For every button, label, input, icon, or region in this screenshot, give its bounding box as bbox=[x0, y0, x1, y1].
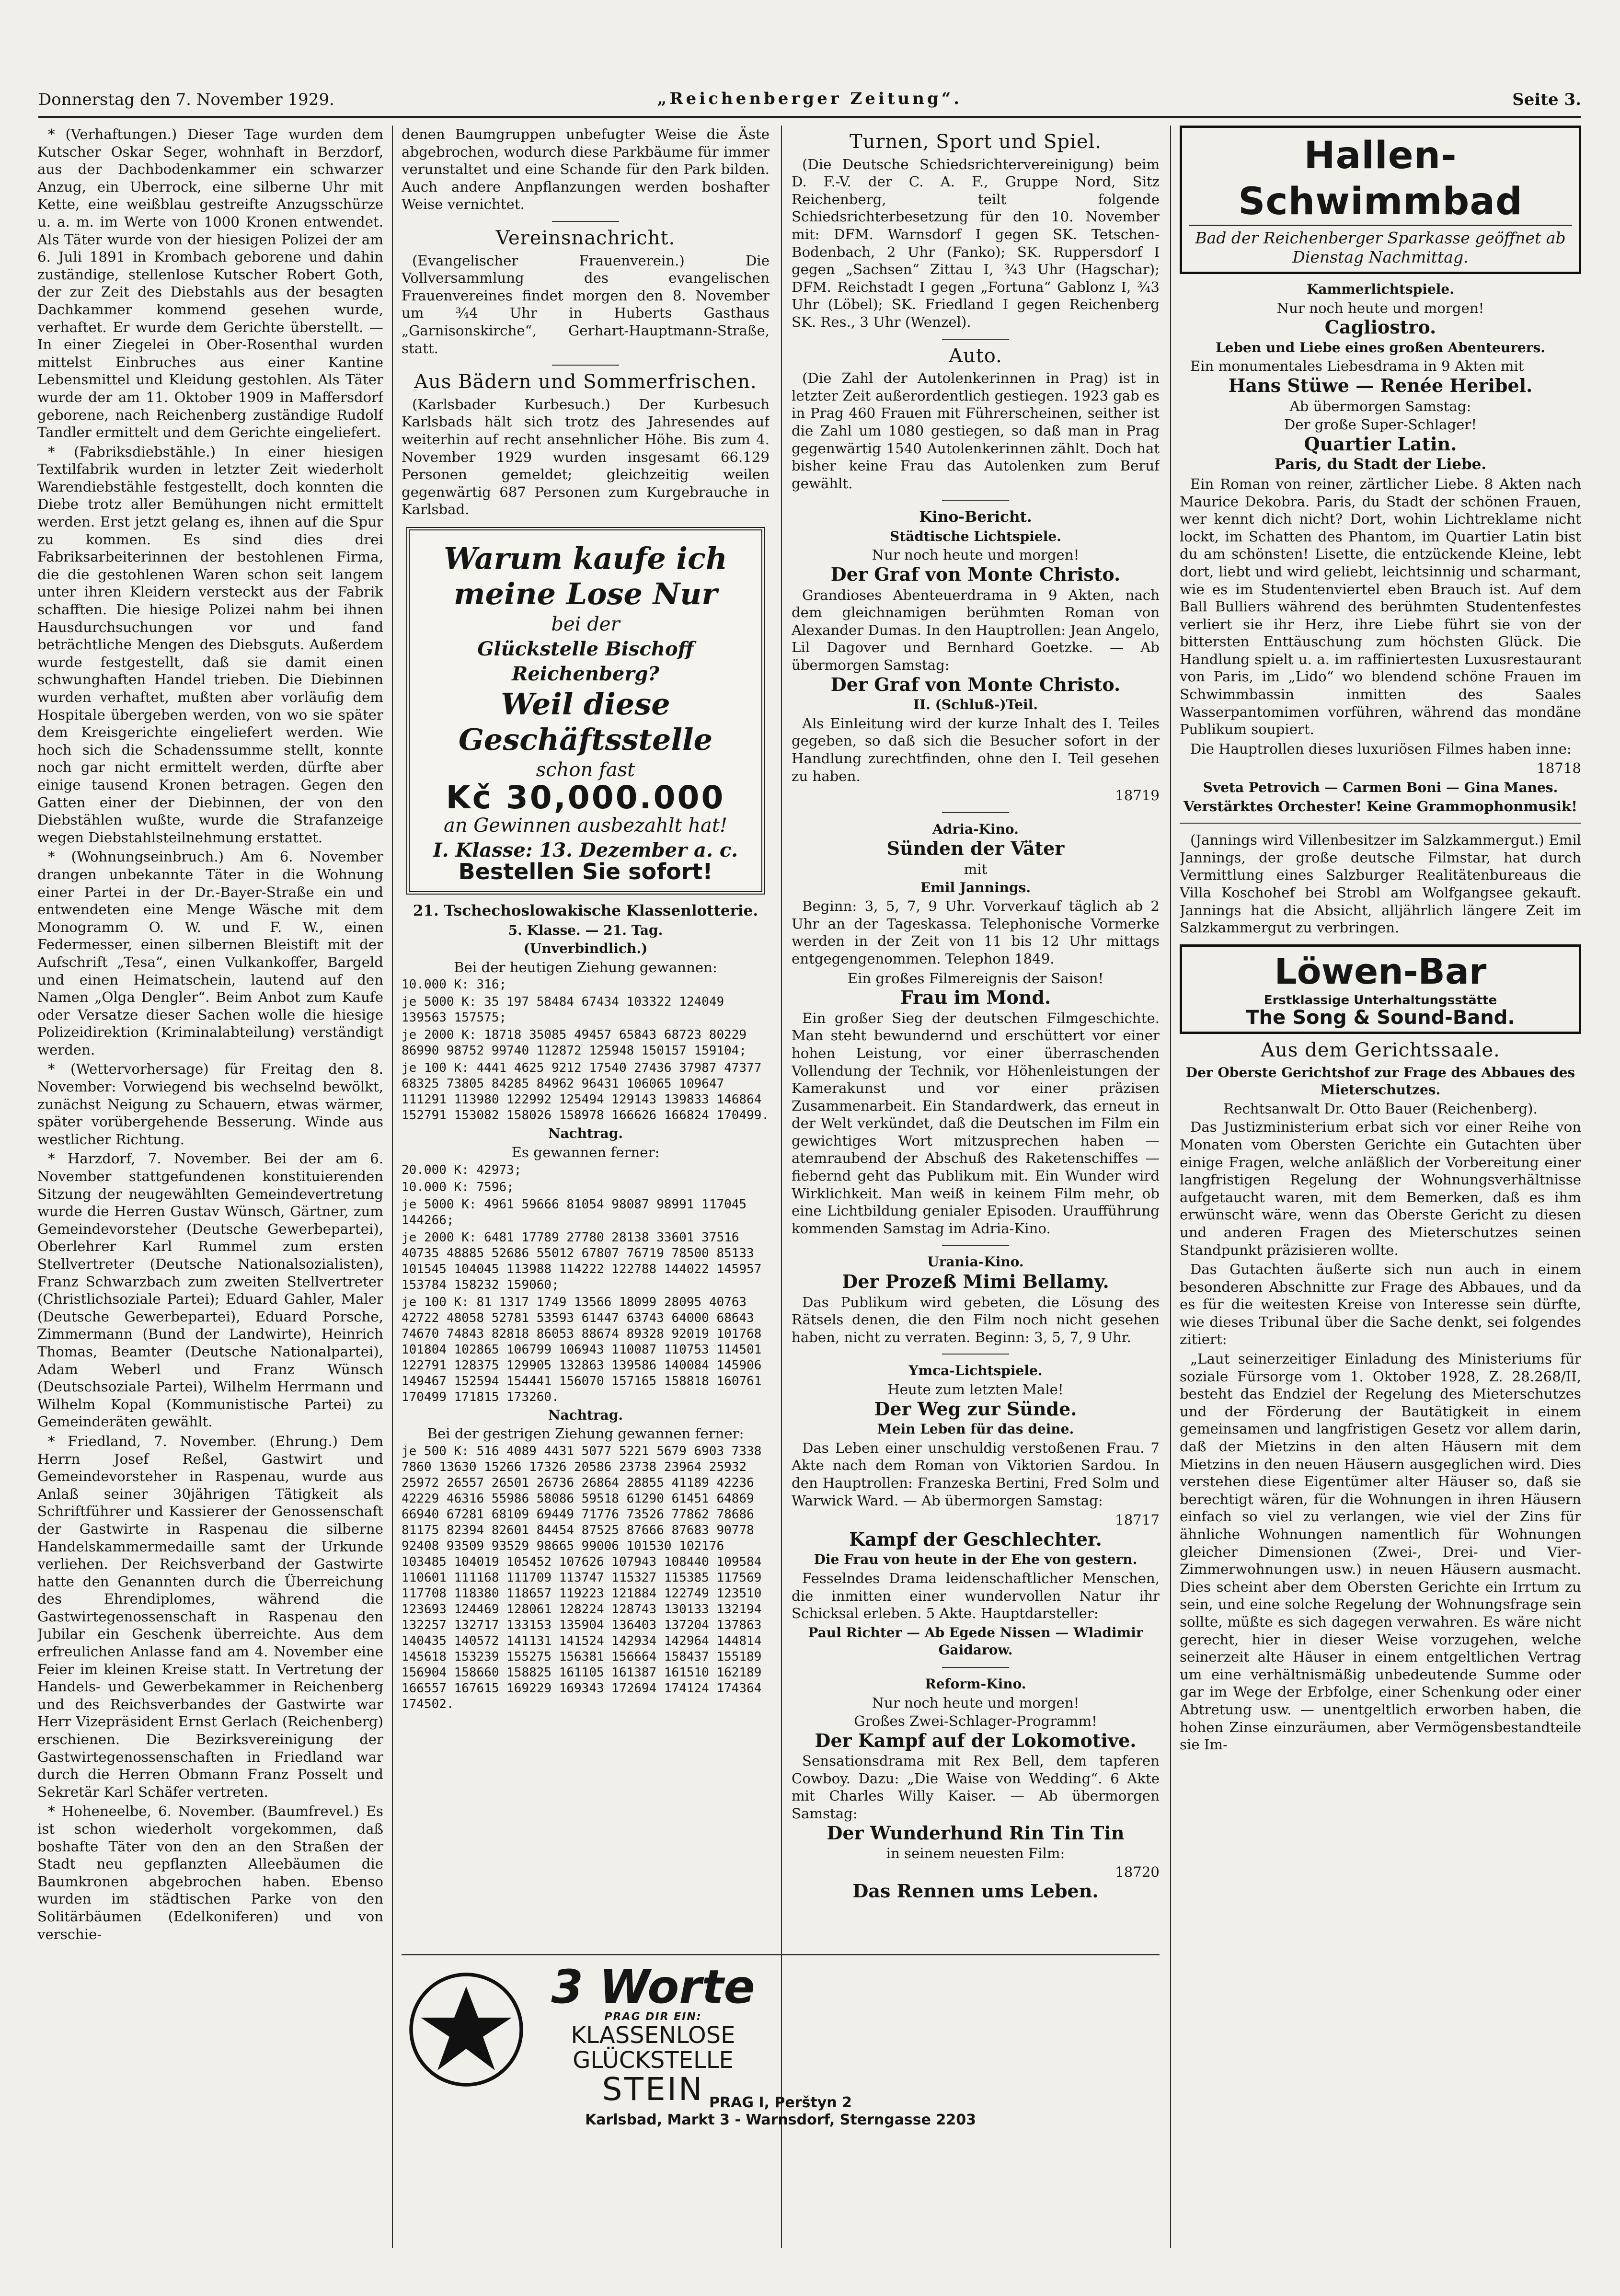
column-rule bbox=[392, 126, 393, 2248]
lottery-line: je 5000 K: 35 197 58484 67434 103322 124049 139563 157575; bbox=[402, 995, 724, 1025]
subheading: 5. Klasse. — 21. Tag. bbox=[508, 922, 663, 938]
article-paragraph: (Die Deutsche Schiedsrichtervereinigung) beim D. F.-V. der C. A. F., Gruppe Nord, Sitz Reichenberg, teilt folgende Schiedsrichterbesetzung für den 10. November mit: DFM. Warnsdorf I gegen SK. Tetschen-Bodenbach, 2 Uhr (Fanko); SK. Ruppersdorf I gegen „Sachsen“ Zittau I, ¾3 Uhr (Hagschar); DFM. Reichstadt I gegen „Fortuna“ Gablonz I, ¾3 Uhr (Löbel); SK. Friedland I gegen Reichenberg SK. Res., 3 Uhr (Wenzel). bbox=[792, 156, 1160, 330]
separator bbox=[942, 1354, 1009, 1355]
column-rule bbox=[1170, 126, 1171, 2248]
cinema-note: Großes Zwei-Schlager-Programm! bbox=[854, 1713, 1097, 1730]
article-paragraph: Sensationsdrama mit Rex Bell, dem tapferen Cowboy. Dazu: „Die Waise von Wedding“. 6 Akte mit Charles Willy Kaiser. — Ab übermorgen Samstag: bbox=[792, 1753, 1160, 1822]
page-number: Seite 3. bbox=[1512, 90, 1581, 109]
swimming-pool-advertisement bbox=[1180, 126, 1581, 274]
newspaper-title: „Reichenberger Zeitung“. bbox=[657, 89, 963, 108]
film-title: Der Weg zur Sünde. bbox=[874, 1398, 1077, 1420]
section-heading: Vereinsnachricht. bbox=[495, 227, 676, 249]
article-paragraph: * (Verhaftungen.) Dieser Tage wurden dem Kutscher Oskar Seger, wohnhaft in Berzdorf, aus der Dachbodenkammer ein schwarzer Anzug, ein Uberrock, eine silberne Uhr mit Kette, eine weißblau gestreifte Anzugsschürze u. a. m. im Werte von 1000 Kronen entwendet. Als Täter wurde von der hiesigen Polizei der am 6. Juli 1891 in Krombach geborene und dahin zuständige, stellenlose Kutscher Robert Goth, der zur Zeit des Diebstahls aus der besagten Dachkammer kommend gesehen wurde, verhaftet. Er wurde dem Gerichte überstellt. — In einer Ziegelei in Ober-Rosenthal wurden mittelst Einbruches aus einer Kantine Lebensmittel und Kleidung gestohlen. Als Täter wurde der am 11. Oktober 1909 in Maffersdorf geborene, nach Reichenberg zuständige Rudolf Tandler ermittelt und dem Gerichte eingeliefert. bbox=[37, 126, 383, 441]
lottery-numbers bbox=[402, 977, 770, 1124]
film-cast: Paul Richter — Ab Egede Nissen — Wladimir Gaidarow. bbox=[808, 1624, 1143, 1658]
film-title: Der Prozeß Mimi Bellamy. bbox=[842, 1271, 1109, 1293]
cinema-name: Städtische Lichtspiele. bbox=[890, 528, 1061, 544]
reference-number: 18718 bbox=[1537, 760, 1581, 777]
section-heading: Auto. bbox=[949, 344, 1002, 367]
cinema-note: in seinem neuesten Film: bbox=[886, 1845, 1065, 1862]
separator bbox=[552, 221, 619, 222]
film-title: Frau im Mond. bbox=[900, 987, 1051, 1009]
lottery-intro: Es gewannen ferner: bbox=[511, 1144, 660, 1161]
ad-worte-area bbox=[402, 1954, 1160, 2222]
lottery-intro: Bei der gestrigen Ziehung gewannen ferner: bbox=[427, 1425, 744, 1442]
cinema-note: Nur noch heute und morgen! bbox=[872, 1694, 1080, 1711]
article-paragraph: * Harzdorf, 7. November. Bei der am 6. November stattgefundenen konstituierenden Sitzung der neugewählten Gemeindevertretung wurde die Herren Gustav Wünsch, Gärtner, zum Gemeindevorsteher (Deutsche Gewerbepartei), Oberlehrer Karl Rummel zum ersten Stellvertreter (Deutsche Nationalsozialisten), Franz Schwarzbach zum zweiten Stellvertreter (Christlichsoziale Partei); Eduard Gahler, Maler (Deutsche Gewerbepartei), Eduard Porsche, Zimmermann (Bund der Landwirte), Heinrich Thomas, Beamter (Deutsche Nationalpartei), Adam Weberl und Franz Wünsch (Deutschsoziale Partei), Wilhelm Herrmann und Wilhelm Kopal (Kommunistische Partei) zu Gemeinderäten gewählt. bbox=[37, 1150, 383, 1430]
article-paragraph: * Hoheneelbe, 6. November. (Baumfrevel.) Es ist schon wiederholt vorgekommen, daß boshafte Täter von den an den Straßen der Stadt neu gepflanzten Alleebäumen die Baumkronen abgebrochen haben. Ebenso wurden im städtischen Parke von den Solitärbäumen (Edelkoniferen) und von verschie- bbox=[37, 1803, 383, 1942]
column-2 bbox=[402, 126, 770, 2248]
column-3 bbox=[792, 126, 1160, 2248]
cinema-note: Verstärktes Orchester! Keine Grammophonmusik! bbox=[1183, 798, 1577, 815]
address-line: Karlsbad, Markt 3 - Warnsdorf, Sterngasse 2203 bbox=[585, 2112, 976, 2128]
article-paragraph: Beginn: 3, 5, 7, 9 Uhr. Vorverkauf täglich ab 2 Uhr an der Tageskassa. Telephonische Vormerke werden in der Zeit von 11 bis 12 Uhr mittags entgegengenommen. Telephon 1849. bbox=[792, 898, 1160, 967]
reference-number: 18719 bbox=[1115, 787, 1160, 804]
subheading: II. (Schluß-)Teil. bbox=[913, 697, 1038, 713]
article-paragraph: * (Fabriksdiebstähle.) In einer hiesigen Textilfabrik wurden in letzter Zeit wiederholt Warendiebstähle festgestellt, doch konnten die Diebe trotz aller Bemühungen nicht ermittelt werden. Erst jetzt gelang es, ihnen auf die Spur zu kommen. Es sind dies drei Fabriksarbeiterinnen der bestohlenen Firma, die die gestohlenen Waren schon seit langem unter ihren Kleidern versteckt aus der Fabrik schafften. Die hiesige Polizei nahm bei ihnen Hausdurchsuchungen vor und fand beträchtliche Mengen des Diebsguts. Außerdem wurde festgestellt, daß sie damit einen schwunghaften Handel trieben. Die Diebinnen wurden verhaftet, mußten aber vorläufig dem Hospitale übergeben werden, von wo sie später dem Kreisgerichte eingeliefert werden. Wie hoch sich die Schadenssumme stellt, konnte noch gar nicht ermittelt werden, dürfte aber einige tausend Kronen betragen. Gegen den Gatten einer der Diebinnen, der von den Diebstählen wußte, wurde die Strafanzeige wegen Diebstahlsteilnehmung erstattet. bbox=[37, 443, 383, 846]
ad-line: bei der bbox=[551, 613, 620, 635]
separator bbox=[942, 339, 1009, 340]
lottery-line: je 100 K: 4441 4625 9212 17540 27436 37987 47377 68325 73805 84285 84962 96431 106065 109647 111291 113980 122992 125494 129143 139833 146864 152791 153082 158026 158978 166626 166824 170499. bbox=[402, 1061, 770, 1123]
article-paragraph: Ein großer Sieg der deutschen Filmgeschichte. Man steht bewundernd und erschüttert vor einer hohen Leistung, vor einer überraschenden Vollendung der Technik, vor Höhenleistungen der Kamerakunst und vor einer präzisen Zusammenarbeit. Ein Standardwerk, das erneut in der Welt verkündet, daß die Deutschen im Film ein gewichtiges Wort mitzusprechen haben — atemraubend der Abschuß des Raketenschiffes — fiebernd geht das Publikum mit. Ein Wunder wird Wirklichkeit. Man weiß in keinem Film mehr, ob eine Lichtbildung genialer Episoden. Uraufführung kommenden Samstag im Adria-Kino. bbox=[792, 1010, 1160, 1237]
section-heading: Kino-Bericht. bbox=[919, 508, 1032, 526]
article-paragraph: (Karlsbader Kurbesuch.) Der Kurbesuch Karlsbads hält sich trotz des Jahresendes auf weiterhin auf recht ansehnlicher Höhe. Bis zum 4. November 1929 wurden insgesamt 66.129 Personen gemeldet; gleichzeitig weilen gegenwärtig 687 Personen zum Kurgebrauche in Karlsbad. bbox=[402, 396, 770, 518]
ad-subtitle: The Song & Sound-Band. bbox=[1246, 1007, 1515, 1029]
lottery-numbers bbox=[402, 1162, 770, 1405]
lottery-line: je 2000 K: 6481 17789 27780 28138 33601 37516 40735 48885 52686 55012 67807 76719 78500 85133 101545 104045 113988 114222 122788 144022 145957 153784 158232 159060; bbox=[402, 1230, 762, 1292]
film-title: Der Graf von Monte Christo. bbox=[830, 563, 1121, 585]
column-4 bbox=[1180, 126, 1581, 2248]
article-paragraph: denen Baumgruppen unbefugter Weise die Äste abgebrochen, wodurch diese Parkbäume für immer verunstaltet und eine Schande für den Park bilden. Auch andere Anpflanzungen werden boshafter Weise vernichtet. bbox=[402, 126, 770, 213]
cinema-note: Ein großes Filmereignis der Saison! bbox=[847, 970, 1104, 987]
ad-line: Glückstelle Bischoff Reichenberg? bbox=[477, 637, 694, 685]
lottery-line: 10.000 K: 7596; bbox=[402, 1180, 514, 1194]
film-title: Cagliostro. bbox=[1324, 316, 1436, 338]
cinema-name: Reform-Kino. bbox=[925, 1676, 1026, 1692]
ad-line: Bestellen Sie sofort! bbox=[458, 859, 713, 885]
ad-line: schon fast bbox=[536, 758, 635, 781]
brand-line: GLÜCKSTELLE bbox=[573, 2047, 734, 2074]
article-paragraph: Ein monumentales Liebesdrama in 9 Akten mit bbox=[1190, 358, 1524, 375]
article-paragraph: * (Wettervorhersage) für Freitag den 8. November: Vorwiegend bis wechselnd bewölkt, zunächst Neigung zu Schauern, etwas wärmer, später vorübergehende Besserung. Winde aus westlicher Richtung. bbox=[37, 1061, 383, 1148]
cinema-note: Nur noch heute und morgen! bbox=[872, 547, 1080, 563]
subheading: (Unverbindlich.) bbox=[523, 941, 648, 957]
subheading: Nachtrag. bbox=[548, 1407, 623, 1423]
subheading: Der Oberste Gerichtshof zur Frage des Abbaues des Mieterschutzes. bbox=[1185, 1064, 1575, 1098]
separator bbox=[942, 1245, 1009, 1246]
article-paragraph: * Friedland, 7. November. (Ehrung.) Dem Herrn Josef Reßel, Gastwirt und Gemeindevorsteher in Raspenau, wurde aus Anlaß seiner 30jährigen Tätigkeit als Schriftführer und Kassierer der Genossenschaft der Gastwirte in Raspenau die silberne Handelskammermedaille samt der Urkunde verliehen. Der Reichsverband der Gastwirte hatte den Genannten durch die Überreichung des Ehrendiplomes, während die Gastwirtegenossenschaft in Raspenau den Jubilar ein Geschenk überreichte. Aus dem erfreulichen Anlasse fand am 4. November eine Feier im kleinen Kreise statt. In Vertretung der Handels- und Gewerbekammer in Reichenberg und des Reichsverbandes der Gastwirte war Herr Vizepräsident Ernst Gerlach (Reichenberg) erschienen. Die Bezirksvereinigung der Gastwirtegenossenschaften in Friedland war durch die Herren Obmann Franz Posselt und Sekretär Karl Schäfer vertreten. bbox=[37, 1433, 383, 1800]
film-title: Kampf der Geschlechter. bbox=[849, 1528, 1102, 1550]
separator bbox=[552, 365, 619, 366]
cinema-note: Nur noch heute und morgen! bbox=[1276, 299, 1484, 316]
film-title: Das Rennen ums Leben. bbox=[852, 1880, 1099, 1902]
ad-address bbox=[402, 2094, 1160, 2129]
section-heading: Aus dem Gerichtssaale. bbox=[1261, 1039, 1500, 1061]
cinema-name: Adria-Kino. bbox=[932, 821, 1019, 837]
masthead bbox=[38, 87, 1581, 118]
ad-subtitle: Erstklassige Unterhaltungsstätte bbox=[1264, 993, 1497, 1008]
film-star: Emil Jannings. bbox=[920, 879, 1031, 895]
brand-line: STEIN bbox=[602, 2071, 704, 2108]
cinema-note: Der große Super-Schlager! bbox=[1284, 416, 1477, 433]
lottery-advertisement bbox=[406, 527, 765, 895]
article-paragraph: Die Hauptrollen dieses luxuriösen Filmes haben inne: bbox=[1190, 740, 1572, 757]
ad-line: Warum kaufe ich meine Lose Nur bbox=[444, 540, 727, 611]
film-cast: Sveta Petrovich — Carmen Boni — Gina Manes. bbox=[1203, 780, 1558, 796]
cinema-note: mit bbox=[964, 861, 988, 877]
article-paragraph: (Jannings wird Villenbesitzer im Salzkammergut.) Emil Jannings, der große deutsche Filmstar, hat durch Vermittlung eines Salzburger Realitätenbureaus die Villa Koschohef bei Strobl am Wolfgangsee gekauft. Jannings hat die Absicht, alljährlich längere Zeit im Salzkammergut zu verbringen. bbox=[1180, 832, 1581, 936]
ad-brand bbox=[540, 1960, 766, 2108]
subheading: Mein Leben für das deine. bbox=[877, 1421, 1074, 1437]
film-title: Der Wunderhund Rin Tin Tin bbox=[827, 1822, 1125, 1844]
section-heading: Turnen, Sport und Spiel. bbox=[849, 131, 1102, 153]
lottery-line: 10.000 K: 316; bbox=[402, 977, 507, 992]
column-rule bbox=[781, 126, 782, 2248]
lottery-intro: Bei der heutigen Ziehung gewannen: bbox=[454, 959, 717, 976]
article-paragraph: „Laut seinerzeitiger Einladung des Ministeriums für soziale Fürsorge vom 1. Oktober 1928, Z. 28.268/II, besteht das Endziel der Regelung des Mieterschutzes und der Förderung der Bautätigkeit in einem gemeinsamen und langfristigen Gesetz vor allem darin, daß der Mietzins in den alten Häusern mit dem Mietzins in den neuen Häusern ausgeglichen wird. Dies verstehen diese Eigentümer alter Häuser so, daß sie berechtigt wären, für die Wohnungen in ihren Häusern einfach so viel zu verlangen, wie viel der Zins für ähnliche Wohnungen namentlich für Wohnungen gleicher Dimensionen (Zwei-, Drei- und Vier-Zimmerwohnungen usw.) in neuen Häusern ausmacht. Dies scheint aber dem Obersten Gerichte ein Irrtum zu sein, und eine solche Regelung der Wohnungsfrage sein sollte, müßte es sich dagegen verwahren. Es wäre nicht gerecht, hier in dieser Weise vorzugehen, welche seinerzeit alte Häuser in einem entgeltlichen Vertrag um eine verhältnismäßig unbedeutende Summe oder gar im Wege der Erbfolge, einer Schenkung oder einer Abtretung usw. — unentgeltlich erworben haben, die hohen Zinse einzuräumen, aber Vermögensbestandteile sie Im- bbox=[1180, 1351, 1581, 1753]
bar-advertisement bbox=[1180, 944, 1581, 1034]
cinema-name: Urania-Kino. bbox=[927, 1254, 1024, 1270]
ad-title: Löwen-Bar bbox=[1274, 951, 1487, 992]
article-paragraph: Das Publikum wird gebeten, die Lösung des Rätsels denen, die den Film noch nicht gesehen haben, nicht zu verraten. Beginn: 3, 5, 7, 9 Uhr. bbox=[792, 1294, 1160, 1345]
article-paragraph: Das Gutachten äußerte sich nun auch in einem besonderen Abschnitte zur Frage des Abbaues, und da es für die weitesten Kreise von Interesse sein dürfte, wie dieses Tribunal über die Sache denkt, sei folgendes zitiert: bbox=[1180, 1261, 1581, 1348]
article-paragraph: Ein Roman von reiner, zärtlicher Liebe. 8 Akten nach Maurice Dekobra. Paris, du Stadt der schönen Frauen, wer kennt dich nicht? Dort, wohin Lichtreklame nicht lockt, im Schatten des Phantom, im Quartier Latin bist du am schönsten! Lisette, die entzückende Kleine, lebt dort, liebt und wird geliebt, leichtsinnig und scharmant, wie es im Studentenviertel eben Brauch ist. Auf dem Ball Bulliers während des berühmten Studentenfestes verliert sie ihr Herz, ihre Liebe führt sie von der bittersten Enttäuschung zum höchsten Glück. Die Handlung spielt u. a. im raffiniertesten Luxusrestaurant von Paris, im „Lido“ wo blendend schöne Frauen im Schwimmbassin inmitten des Saales Wasserpantomimen vorführen, während das mondäne Publikum soupiert. bbox=[1180, 475, 1581, 738]
ad-line: Weil diese Geschäftsstelle bbox=[458, 686, 713, 757]
reference-number: 18720 bbox=[1115, 1863, 1160, 1880]
cinema-name: Ymca-Lichtspiele. bbox=[908, 1363, 1043, 1379]
separator bbox=[942, 1667, 1009, 1668]
article-paragraph: * (Wohnungseinbruch.) Am 6. November drangen unbekannte Täter in die Wohnung einer Partei in der Dr.-Bayer-Straße ein und entwendeten eine Menge Wäsche mit dem Monogramm O. W. und F. W., einen Federmesser, einen silbernen Bleistift mit der Aufschrift „Tesa“, einen Vulkankoffer, Bargeld und einen Heimatschein, lautend auf den Namen „Olga Dengler“. Beim Anbot zum Kaufe oder Versatze dieser Sachen wolle die hiesige Polizeidirektion (Kriminalabteilung) verständigt werden. bbox=[37, 849, 383, 1058]
film-title: Sünden der Väter bbox=[886, 838, 1065, 860]
ad-subtitle: Bad der Reichenberger Sparkasse geöffnet ab Dienstag Nachmittag. bbox=[1189, 225, 1572, 267]
lottery-line: 20.000 K: 42973; bbox=[402, 1162, 522, 1177]
issue-date: Donnerstag den 7. November 1929. bbox=[38, 90, 334, 109]
author: Rechtsanwalt Dr. Otto Bauer (Reichenberg). bbox=[1223, 1100, 1538, 1117]
film-title: Quartier Latin. bbox=[1304, 433, 1457, 455]
lottery-figure-icon bbox=[406, 1970, 526, 2089]
article-paragraph: Das Justizministerium erbat sich vor einer Reihe von Monaten vom Obersten Gerichte ein Gutachten über einige Fragen, welche anläßlich der Vorbereitung einer langfristigen Regelung der Wohnungsverhältnisse aufgetaucht waren, mit dem Bemerken, daß es ihm erwünscht wäre, wenn das Oberste Gericht zu diesen und anderen Fragen des Mieterschutzes seinen Standpunkt präzisieren wollte. bbox=[1180, 1119, 1581, 1258]
brand-line: KLASSENLOSE bbox=[571, 2022, 735, 2049]
subheading: Nachtrag. bbox=[548, 1125, 623, 1142]
cinema-note: Ab übermorgen Samstag: bbox=[1289, 398, 1471, 414]
ad-line: an Gewinnen ausbezahlt hat! bbox=[443, 815, 728, 837]
ad-line: I. Klasse: 13. Dezember a. c. bbox=[433, 839, 738, 862]
article-paragraph: (Die Zahl der Autolenkerinnen in Prag) ist in letzter Zeit außerordentlich gestiegen. 1923 gab es in Prag 460 Frauen mit Führerscheinen, seither ist die Zahl um 1080 gestiegen, so daß man in Prag gegenwärtig 1540 Autolenkerinnen zählt. Doch hat bisher keine Frau das Autolenken zum Beruf gewählt. bbox=[792, 370, 1160, 492]
subheading: Paris, du Stadt der Liebe. bbox=[1274, 456, 1487, 473]
lottery-numbers bbox=[402, 1444, 770, 1712]
article-paragraph: Als Einleitung wird der kurze Inhalt des I. Teiles gegeben, so daß sich die Besucher sofort in der Handlung zurechtfinden, ohne den I. Teil gesehen zu haben. bbox=[792, 715, 1160, 784]
film-cast: Hans Stüwe — Renée Heribel. bbox=[1228, 374, 1533, 396]
section-heading: Aus Bädern und Sommerfrischen. bbox=[414, 371, 757, 393]
separator bbox=[942, 500, 1009, 501]
lottery-line: je 500 K: 516 4089 4431 5077 5221 5679 6903 7338 7860 13630 15266 17326 20586 23738 23964 25932 25972 26557 26501 26736 26864 28855 41189 42236 42229 46316 55986 58086 59518 61290 61451 64869 66940 67281 68109 69449 71776 73526 77862 78686 81175 82394 82601 84454 87525 87666 87683 90778 92408 93509 93529 98665 99006 101530 102176 103485 104019 105452 107626 107943 108440 109584 110601 111168 111709 113747 115327 115385 117569 117708 118380 118657 119223 121884 122749 123510 123693 124469 128061 128224 128743 130133 132194 132257 132717 133153 135904 136403 137204 137863 140435 140572 141131 141524 142934 142964 144814 145618 153239 155275 156381 156664 158437 155189 156904 158660 158825 161105 161387 161510 162189 166557 167615 169229 169343 172694 174124 174364 174502. bbox=[402, 1444, 762, 1711]
address-line: PRAG I, Perštyn 2 bbox=[709, 2094, 852, 2111]
lottery-line: je 2000 K: 18718 35085 49457 65843 68723 80229 86990 98752 99740 112872 125948 150157 159104; bbox=[402, 1028, 747, 1058]
stein-lottery-advertisement bbox=[402, 1954, 1160, 2128]
section-heading: 21. Tschechoslowakische Klassenlotterie. bbox=[413, 902, 758, 920]
lottery-line: je 5000 K: 4961 59666 81054 98087 98991 117045 144266; bbox=[402, 1197, 747, 1228]
cinema-name: Kammerlichtspiele. bbox=[1307, 281, 1454, 297]
lottery-line: je 100 K: 81 1317 1749 13566 18099 28095 40763 42722 48058 52781 53593 61447 63743 64000 68643 74670 74843 82818 86053 88674 89328 92019 101768 101804 102865 106799 106943 110087 110753 114501 122791 128375 129905 132863 139586 140084 145906 149467 152594 154441 156070 157165 158818 160761 170499 171815 173260. bbox=[402, 1295, 762, 1404]
subheading: Leben und Liebe eines großen Abenteurers. bbox=[1215, 339, 1546, 356]
brand-slogan: PRAG DIR EIN: bbox=[604, 2011, 702, 2023]
article-paragraph: Fesselndes Drama leidenschaftlicher Menschen, die inmitten einer wundervollen Natur ihr Schicksal erleben. 5 Akte. Hauptdarsteller: bbox=[792, 1570, 1160, 1622]
film-title: Der Kampf auf der Lokomotive. bbox=[815, 1729, 1137, 1751]
article-paragraph: (Evangelischer Frauenverein.) Die Vollversammlung des evangelischen Frauenvereines findet morgen den 8. November um ¾4 Uhr in Huberts Gasthaus „Garnisonskirche“, Gerhart-Hauptmann-Straße, statt. bbox=[402, 252, 770, 356]
cinema-note: Heute zum letzten Male! bbox=[887, 1381, 1064, 1398]
article-paragraph: Grandioses Abenteuerdrama in 9 Akten, nach dem gleichnamigen berühmten Roman von Alexander Dumas. In den Hauptrollen: Jean Angelo, Lil Dagover und Bernhard Goetzke. — Ab übermorgen Samstag: bbox=[792, 586, 1160, 674]
ad-amount: Kč 30,000.000 bbox=[446, 779, 725, 816]
separator bbox=[1180, 823, 1581, 824]
brand-name: 3 Worte bbox=[551, 1960, 755, 2014]
film-title: Der Graf von Monte Christo. bbox=[830, 673, 1121, 695]
reference-number: 18717 bbox=[1115, 1512, 1160, 1528]
subheading: Die Frau von heute in der Ehe von gestern. bbox=[814, 1551, 1137, 1568]
ad-title: Hallen-Schwimmbad bbox=[1238, 134, 1523, 223]
separator bbox=[942, 812, 1009, 813]
column-1 bbox=[37, 126, 383, 2248]
article-paragraph: Das Leben einer unschuldig verstoßenen Frau. 7 Akte nach dem Roman von Viktorien Sardou. In den Hauptrollen: Franzeska Bertini, Fred Solm und Warwick Ward. — Ab übermorgen Samstag: bbox=[792, 1439, 1160, 1509]
